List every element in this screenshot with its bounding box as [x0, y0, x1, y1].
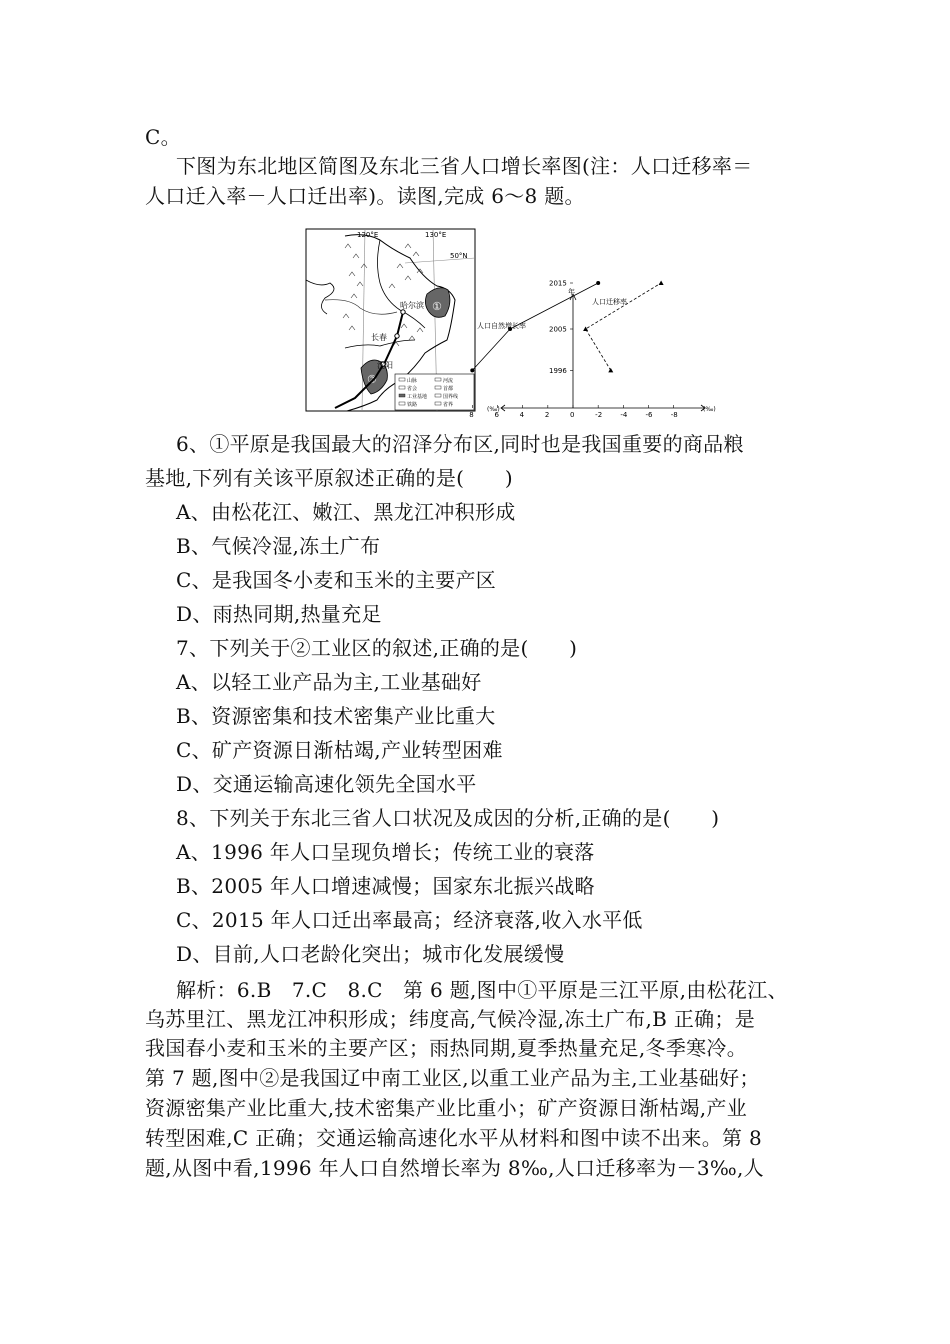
label-50n: 50°N — [450, 252, 468, 260]
figure — [305, 228, 716, 419]
series-line — [586, 283, 662, 370]
label-130e: 130°E — [425, 231, 447, 239]
text-line: 6、①平原是我国最大的沼泽分布区,同时也是我国重要的商品粮 — [176, 432, 744, 456]
legend-item: 工业基地 — [407, 394, 428, 400]
text-line: 人口迁入率－人口迁出率)。读图,完成 6～8 题。 — [145, 184, 585, 208]
text-line: C、矿产资源日渐枯竭,产业转型困难 — [176, 738, 503, 762]
x-tick-label: 0 — [570, 411, 575, 419]
label-120e: 120°E — [357, 231, 379, 239]
text-line: B、资源密集和技术密集产业比重大 — [176, 704, 496, 728]
text-line: 7、下列关于②工业区的叙述,正确的是( ) — [176, 636, 578, 660]
text-line: A、由松花江、嫩江、黑龙江冲积形成 — [176, 500, 516, 524]
legend-swatch — [399, 402, 405, 405]
northeast-map — [306, 229, 475, 411]
legend-swatch — [399, 378, 405, 381]
x-axis-unit-right: (‰) — [703, 406, 716, 413]
text-line: A、以轻工业产品为主,工业基础好 — [176, 670, 482, 694]
text-line: 8、下列关于东北三省人口状况及成因的分析,正确的是( ) — [176, 806, 720, 830]
text-line: 乌苏里江、黑龙江冲积形成；纬度高,气候冷湿,冻土广布,B 正确；是 — [145, 1007, 756, 1031]
text-line: 我国春小麦和玉米的主要产区；雨热同期,夏季热量充足,冬季寒冷。 — [145, 1036, 748, 1060]
text-line: 资源密集产业比重大,技术密集产业比重小；矿产资源日渐枯竭,产业 — [145, 1096, 748, 1120]
marker-2: ② — [367, 373, 377, 386]
legend-item: 首都 — [443, 386, 454, 392]
x-tick-label: -4 — [620, 411, 628, 419]
legend-item: 国界线 — [443, 394, 459, 400]
x-tick-label: -8 — [670, 411, 678, 419]
city-harbin: 哈尔滨 — [400, 301, 424, 310]
text-line: 第 7 题,图中②是我国辽中南工业区,以重工业产品为主,工业基础好； — [145, 1066, 760, 1090]
legend-swatch — [435, 386, 441, 389]
y-tick-label: 2005 — [549, 325, 567, 334]
data-point — [596, 281, 600, 285]
city-shenyang: 沈阳 — [377, 361, 393, 370]
legend-item: 山脉 — [407, 378, 418, 384]
text-line: C、是我国冬小麦和玉米的主要产区 — [176, 568, 497, 592]
data-point — [583, 327, 588, 332]
text-line: B、2005 年人口增速减慢；国家东北振兴战略 — [176, 874, 595, 898]
x-axis-unit-left: (‰) — [487, 406, 500, 413]
legend-item: 省会 — [407, 386, 418, 392]
y-tick-label: 1996 — [549, 366, 567, 375]
marker-1: ① — [432, 300, 442, 313]
text-line: D、雨热同期,热量充足 — [176, 602, 382, 626]
x-tick-label: 4 — [519, 411, 525, 419]
series-label: 人口迁移率 — [592, 298, 627, 306]
text-line: C。 — [145, 125, 181, 149]
x-tick-label: 6 — [494, 411, 499, 419]
text-line: D、目前,人口老龄化突出；城市化发展缓慢 — [176, 942, 565, 966]
legend-swatch — [435, 394, 441, 397]
text-line: A、1996 年人口呈现负增长；传统工业的衰落 — [176, 840, 595, 864]
city-changchun: 长春 — [371, 333, 387, 342]
text-line: 解析：6.B 7.C 8.C 第 6 题,图中①平原是三江平原,由松花江、 — [176, 978, 788, 1002]
legend-swatch — [435, 378, 441, 381]
legend-item: 河流 — [443, 378, 454, 384]
text-line: 转型困难,C 正确；交通运输高速化水平从材料和图中读不出来。第 8 — [145, 1126, 762, 1150]
data-point — [659, 281, 664, 286]
data-point — [608, 368, 613, 373]
text-line: 下图为东北地区简图及东北三省人口增长率图(注：人口迁移率＝ — [176, 154, 753, 178]
series-label: 人口自然增长率 — [477, 322, 526, 330]
text-line: D、交通运输高速化领先全国水平 — [176, 772, 477, 796]
map-legend — [395, 374, 474, 410]
x-tick-label: 2 — [544, 411, 550, 419]
harbin-dot — [401, 310, 405, 314]
text-line: 题,从图中看,1996 年人口自然增长率为 8‰,人口迁移率为－3‰,人 — [145, 1156, 764, 1180]
legend-swatch — [435, 402, 441, 405]
data-point — [470, 368, 474, 372]
text-line: B、气候冷湿,冻土广布 — [176, 534, 381, 558]
x-tick-label: -2 — [595, 411, 603, 419]
legend-item: 省界 — [443, 402, 454, 408]
legend-swatch — [399, 394, 405, 397]
legend-item: 铁路 — [407, 402, 418, 408]
changchun-dot — [395, 334, 399, 338]
x-tick-label: 8 — [469, 411, 474, 419]
x-tick-label: -6 — [645, 411, 653, 419]
text-line: 基地,下列有关该平原叙述正确的是( ) — [145, 466, 513, 490]
y-axis-label: 年 — [568, 288, 575, 296]
population-chart — [469, 280, 715, 420]
legend-swatch — [399, 386, 405, 389]
y-tick-label: 2015 — [549, 279, 567, 288]
text-line: C、2015 年人口迁出率最高；经济衰落,收入水平低 — [176, 908, 643, 932]
